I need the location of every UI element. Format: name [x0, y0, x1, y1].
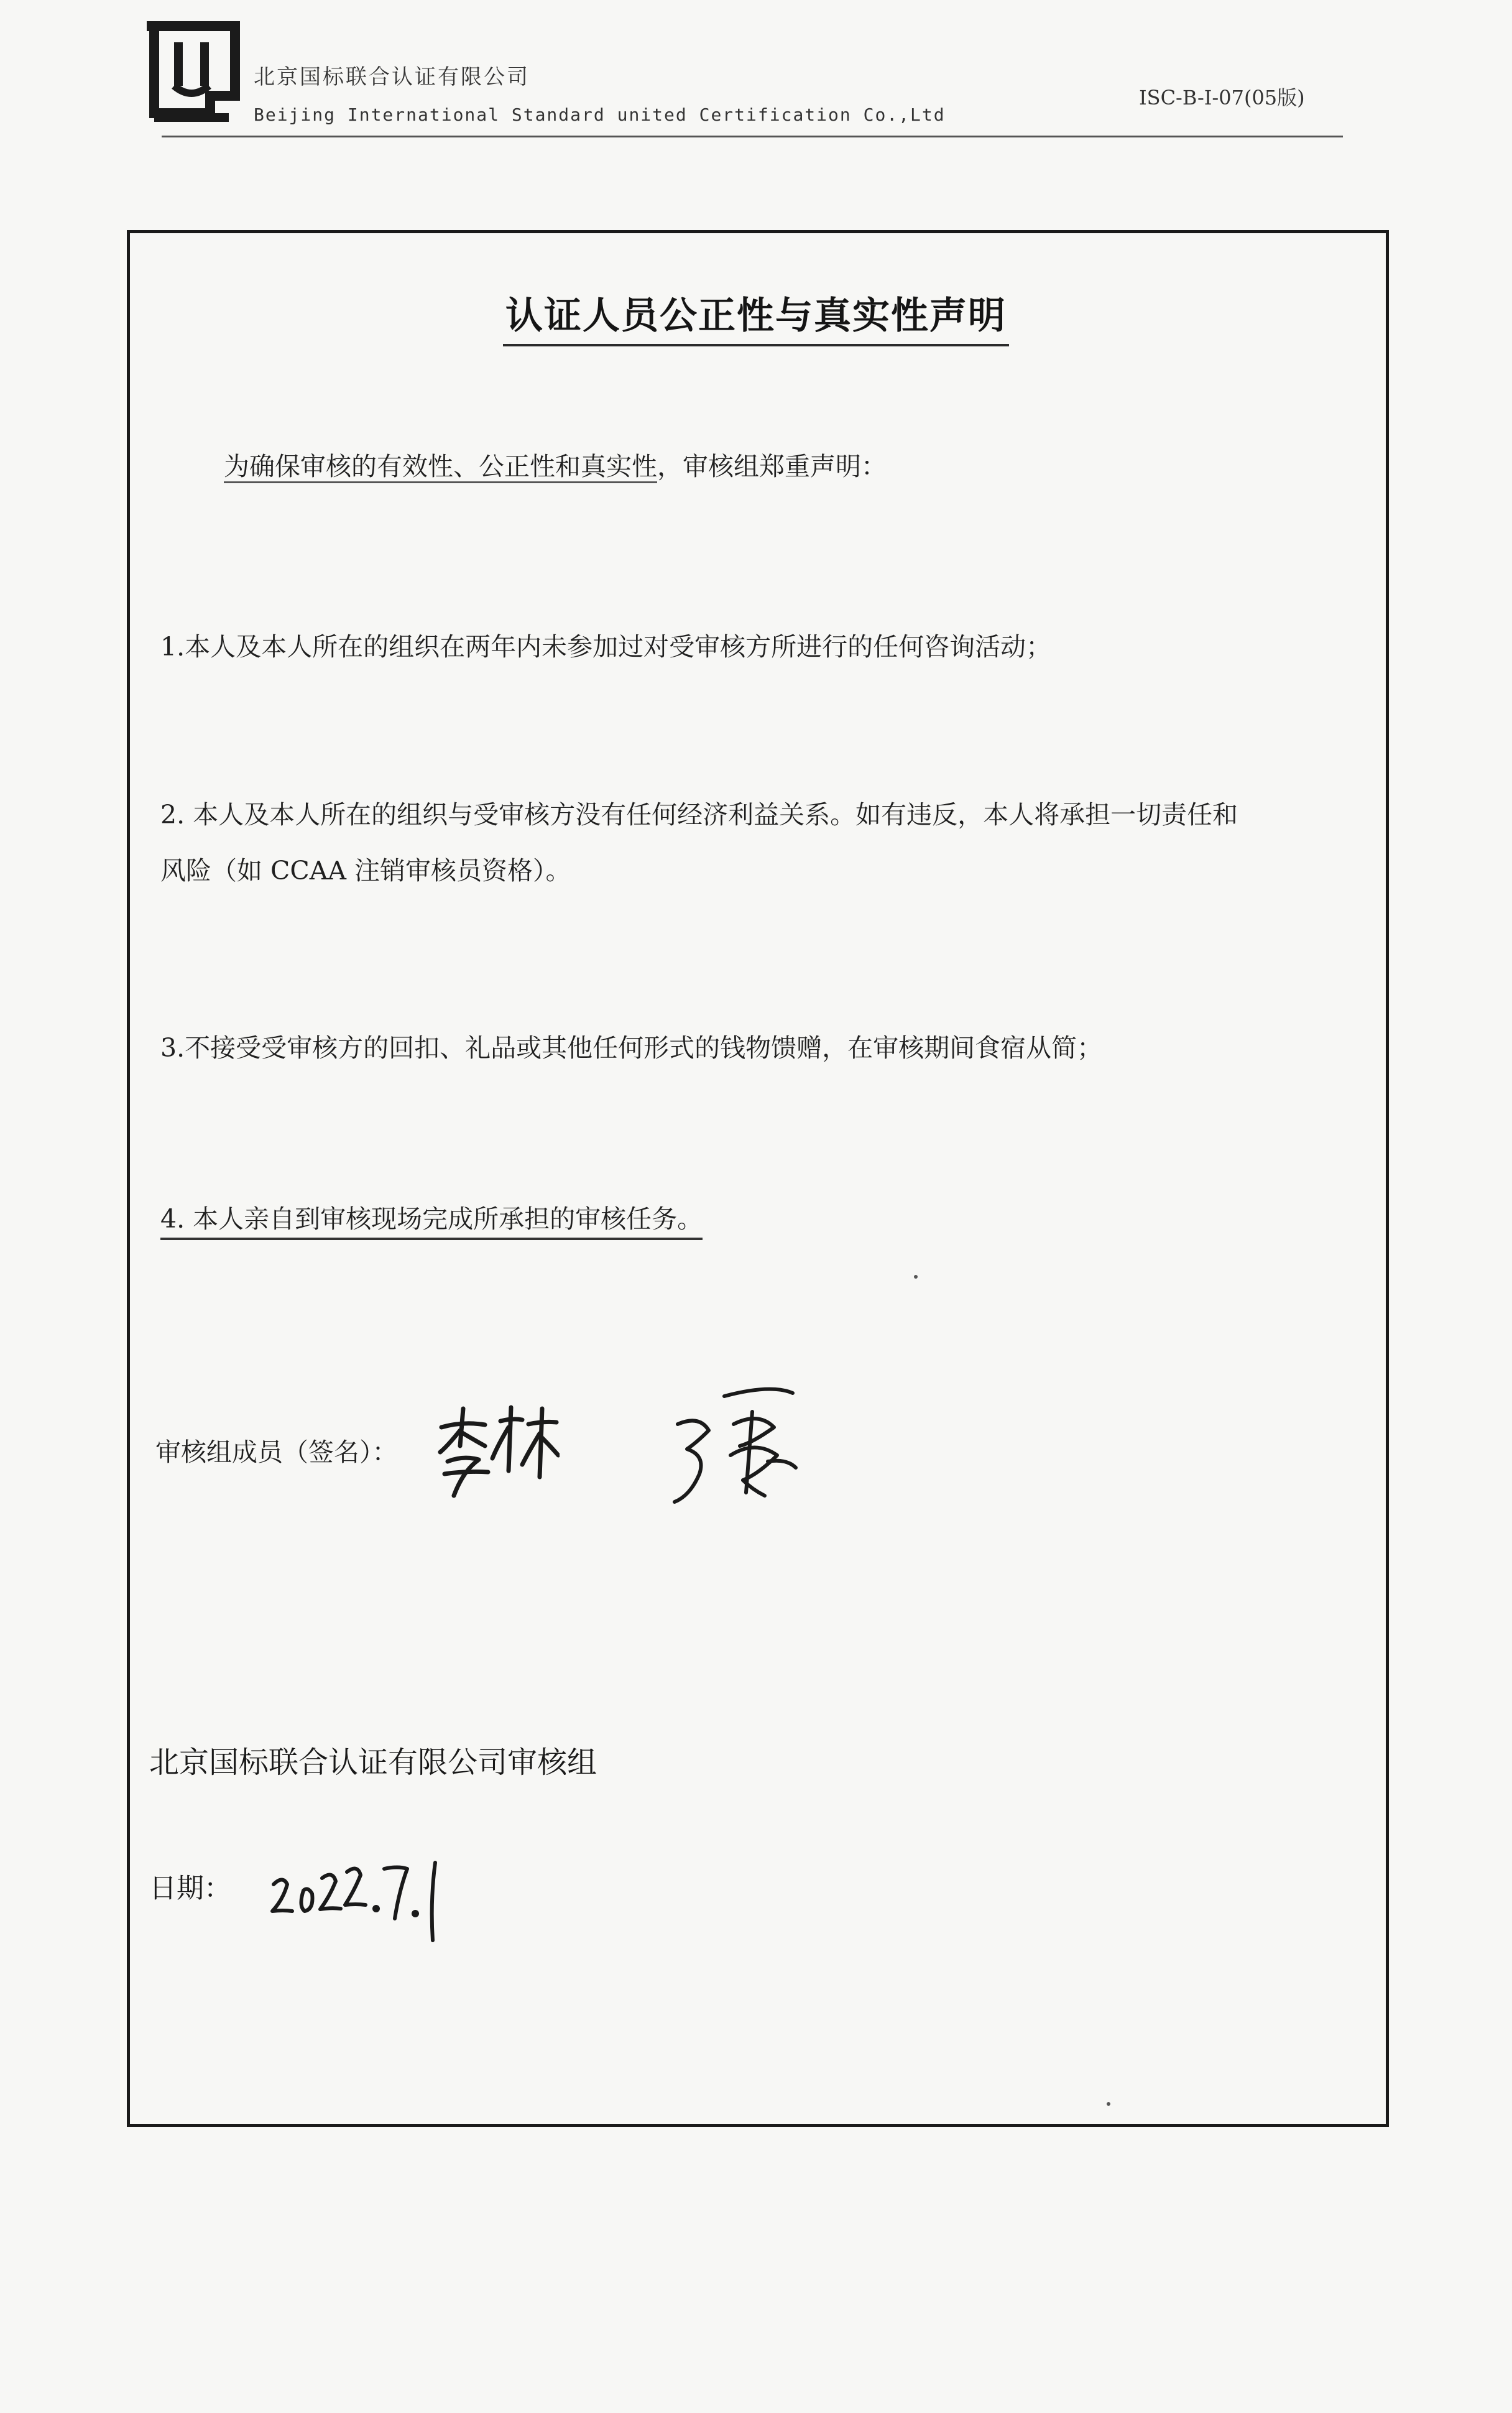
- company-name-cn: 北京国标联合认证有限公司: [254, 65, 530, 90]
- clause-1: 1.本人及本人所在的组织在两年内未参加过对受审核方所进行的任何咨询活动；: [160, 632, 1052, 662]
- signature-zhang: [665, 1387, 802, 1511]
- isc-logo-icon: [142, 21, 241, 124]
- declaration-frame: [127, 230, 1389, 2127]
- document-code: ISC-B-I-07(05版): [1139, 86, 1305, 109]
- clause-4: [160, 1191, 703, 1247]
- intro-paragraph: [224, 438, 887, 494]
- intro-rest: ，审核组郑重声明：: [657, 452, 887, 481]
- clause-4-text: 4. 本人亲自到审核现场完成所承担的审核任务。: [160, 1204, 703, 1240]
- clause-2-line-2: 风险（如 CCAA 注销审核员资格）。: [160, 856, 571, 886]
- scan-speck: [914, 1275, 918, 1279]
- handwritten-date: [267, 1856, 454, 1943]
- clause-3: 3.不接受受审核方的回扣、礼品或其他任何形式的钱物馈赠，在审核期间食宿从简；: [160, 1033, 1103, 1063]
- clause-2-line-1: 2. 本人及本人所在的组织与受审核方没有任何经济利益关系。如有违反，本人将承担一切责任和: [160, 800, 1238, 830]
- signature-label: 审核组成员（签名）：: [155, 1437, 398, 1467]
- audit-team-name: 北京国标联合认证有限公司审核组: [149, 1745, 597, 1780]
- header-divider: [162, 136, 1343, 137]
- title-text: 认证人员公正性与真实性声明: [503, 294, 1009, 346]
- declaration-title: [0, 286, 1512, 340]
- intro-underlined: 为确保审核的有效性、公正性和真实性: [224, 452, 657, 483]
- clause-2: [160, 787, 1238, 899]
- scan-speck: [1107, 2102, 1110, 2106]
- company-name-en: Beijing International Standard united Certification Co.,Ltd: [254, 104, 946, 125]
- signature-li-lin: [435, 1402, 560, 1508]
- date-label: 日期：: [149, 1873, 231, 1904]
